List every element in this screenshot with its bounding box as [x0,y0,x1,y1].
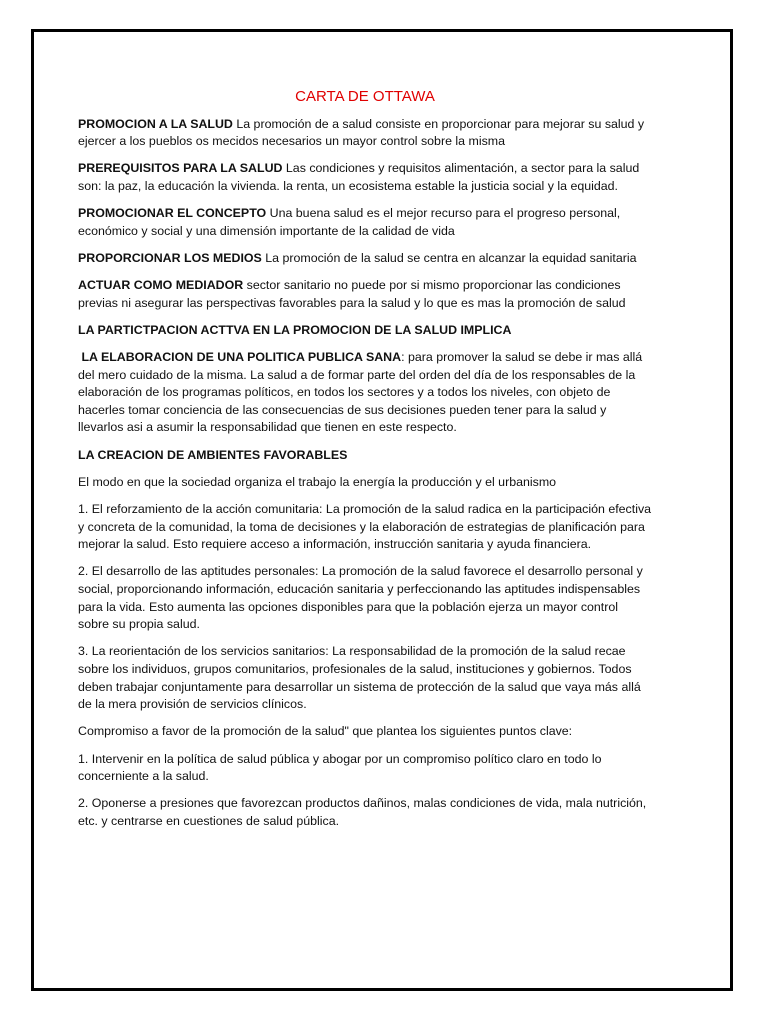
paragraph-heading: PROMOCIONAR EL CONCEPTO [78,206,267,221]
list-item-politica-salud-publica [78,751,652,786]
section-heading-participacion [78,322,652,340]
list-item-aptitudes-personales [78,563,652,633]
paragraph-modo-sociedad [78,474,652,492]
paragraph-text: Compromiso a favor de la promoción de la salud" que plantea los siguientes puntos clave: [78,724,573,739]
paragraph-heading: LA ELABORACION DE UNA POLITICA PUBLICA SANA [78,350,402,365]
paragraph-text: La promoción de la salud se centra en alcanzar la equidad sanitaria [261,250,637,265]
paragraph-heading: ACTUAR COMO MEDIADOR [78,278,244,293]
paragraph-text: 1. El reforzamiento de la acción comunitaria: La promoción de la salud radica en la participación efectiva y concreta de la comunidad, la toma de decisiones y la elaboración de estrategias de planificación para mejorar la salud. Esto requiere acceso a información, instrucción sanitaria y ayuda financiera. [78,502,652,552]
paragraph-heading: PROMOCION A LA SALUD [78,116,233,131]
section-heading-ambientes [78,447,652,465]
paragraph-promocion-salud [78,116,652,151]
paragraph-text: 3. La reorientación de los servicios sanitarios: La responsabilidad de la promoción de la salud recae sobre los individuos, grupos comunitarios, profesionales de la salud, instituciones y gobiernos. Todos deben trabajar conjuntamente para desarrollar un sistema de protección de la salud que vaya más allá de la mera provisión de servicios clínicos. [78,644,641,712]
list-item-servicios-sanitarios [78,643,652,713]
paragraph-text: La promoción de a salud consiste en proporcionar para mejorar su salud y ejercer a los pueblos os mecidos necesarios un mayor control sobre la misma [78,116,645,149]
paragraph-heading: PROPORCIONAR LOS MEDIOS [78,250,262,265]
paragraph-proporcionar-medios [78,250,652,268]
document-title: CARTA DE OTTAWA [295,88,435,105]
list-item-accion-comunitaria [78,501,652,554]
paragraph-heading: LA CREACION DE AMBIENTES FAVORABLES [78,447,348,462]
paragraph-prerequisitos [78,160,652,195]
paragraph-text: sector sanitario no puede por si mismo proporcionar las condiciones previas ni asegurar las perspectivas favorables para la salud y lo que es mas la promoción de salud [78,278,626,310]
paragraph-text: 2. Oponerse a presiones que favorezcan productos dañinos, malas condiciones de vida, mala nutrición, etc. y centrarse en cuestiones de salud pública. [78,796,647,828]
paragraph-text: Una buena salud es el mejor recurso para el progreso personal, económico y social y una dimensión importante de la calidad de vida [78,206,621,238]
paragraph-text: : para promover la salud se debe ir mas allá del mero cuidado de la misma. La salud a de formar parte del orden del día de los responsables de la elaboración de los programas políticos, en todos los sectores y a todos los niveles, con objeto de hacerles tomar conciencia de las consecuencias de sus decisiones pueden tener para la salud y llevarlos asi a asumir la responsabilidad que tienen en este respecto. [78,350,643,435]
paragraph-heading: PREREQUISITOS PARA LA SALUD [78,161,283,176]
paragraph-text: Las condiciones y requisitos alimentación, a sector para la salud son: la paz, la educación la vivienda. la renta, un ecosistema estable la justicia social y la equidad. [78,161,640,193]
paragraph-politica-publica [78,349,652,437]
paragraph-text: 1. Intervenir en la política de salud pública y abogar por un compromiso político claro en todo lo concerniente a la salud. [78,751,602,784]
paragraph-heading: LA PARTICTPACION ACTTVA EN LA PROMOCION DE LA SALUD IMPLICA [78,322,512,337]
paragraph-text: El modo en que la sociedad organiza el trabajo la energía la producción y el urbanismo [78,474,557,489]
document-body [78,58,652,840]
paragraph-actuar-mediador [78,277,652,312]
paragraph-promocionar-concepto [78,205,652,240]
list-item-oponerse-presiones [78,795,652,830]
paragraph-compromiso [78,723,652,741]
paragraph-text: 2. El desarrollo de las aptitudes personales: La promoción de la salud favorece el desarrollo personal y social, proporcionando información, educación sanitaria y perfeccionando las aptitudes indispensables para la vida. Esto aumenta las opciones disponibles para que la población ejerza un mayor control sobre su propia salud. [78,564,643,632]
